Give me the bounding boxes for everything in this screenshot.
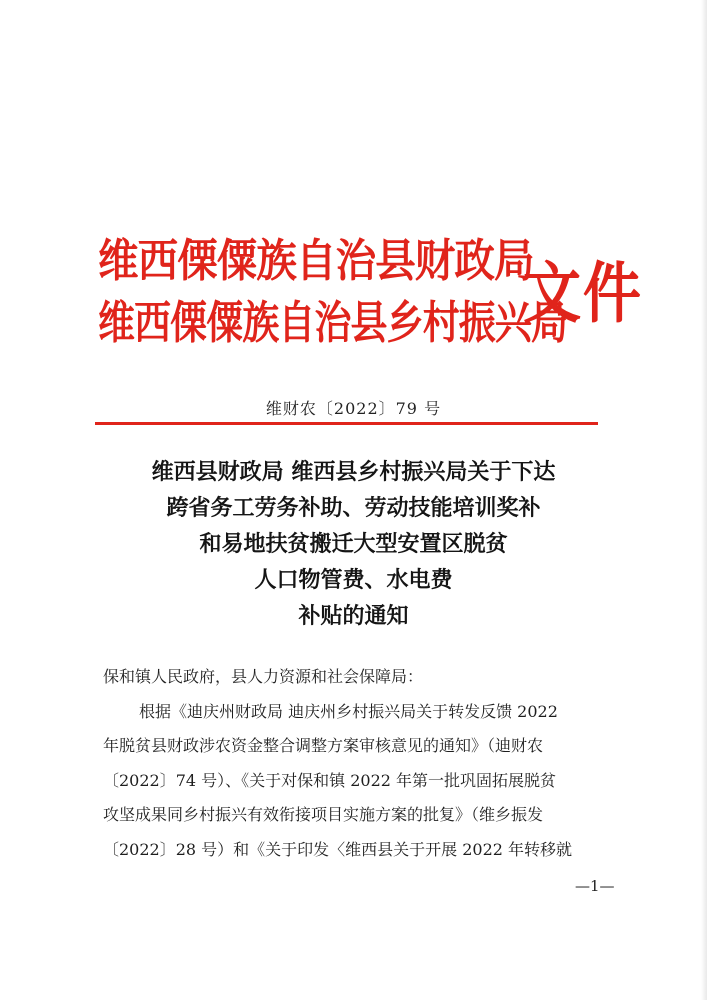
page-number: —1— bbox=[575, 877, 615, 895]
title-line: 补贴的通知 bbox=[298, 604, 409, 629]
title-line: 和易地扶贫搬迁大型安置区脱贫 bbox=[199, 532, 508, 557]
document-type-label: 文件 bbox=[523, 255, 643, 332]
body-line: 年脱贫县财政涉农资金整合调整方案审核意见的通知》（迪财农 bbox=[103, 736, 544, 755]
title-line: 跨省务工劳务补助、劳动技能培训奖补 bbox=[166, 496, 541, 521]
body-line: 〔2022〕28 号）和《关于印发〈维西县关于开展 2022 年转移就 bbox=[103, 839, 573, 859]
document-body bbox=[103, 660, 611, 867]
document-number: 维财农〔2022〕79 号 bbox=[265, 399, 442, 418]
title-line: 人口物管费、水电费 bbox=[254, 568, 453, 593]
title-line: 维西县财政局 维西县乡村振兴局关于下达 bbox=[151, 460, 556, 485]
red-separator-line bbox=[95, 422, 598, 425]
body-line: 根据《迪庆州财政局 迪庆州乡村振兴局关于转发反馈 2022 bbox=[139, 701, 558, 721]
red-header bbox=[98, 232, 643, 362]
body-line: 〔2022〕74 号）、《关于对保和镇 2022 年第一批巩固拓展脱贫 bbox=[103, 770, 557, 790]
addressee: 保和镇人民政府，县人力资源和社会保障局： bbox=[103, 667, 424, 686]
issuing-org-rural-revitalization: 维西傈僳族自治县乡村振兴局 bbox=[98, 296, 568, 349]
body-line: 攻坚成果同乡村振兴有效衔接项目实施方案的批复》（维乡振发 bbox=[103, 805, 544, 824]
document-title bbox=[0, 455, 707, 635]
issuing-org-finance: 维西傈僳族自治县财政局 bbox=[98, 234, 534, 287]
